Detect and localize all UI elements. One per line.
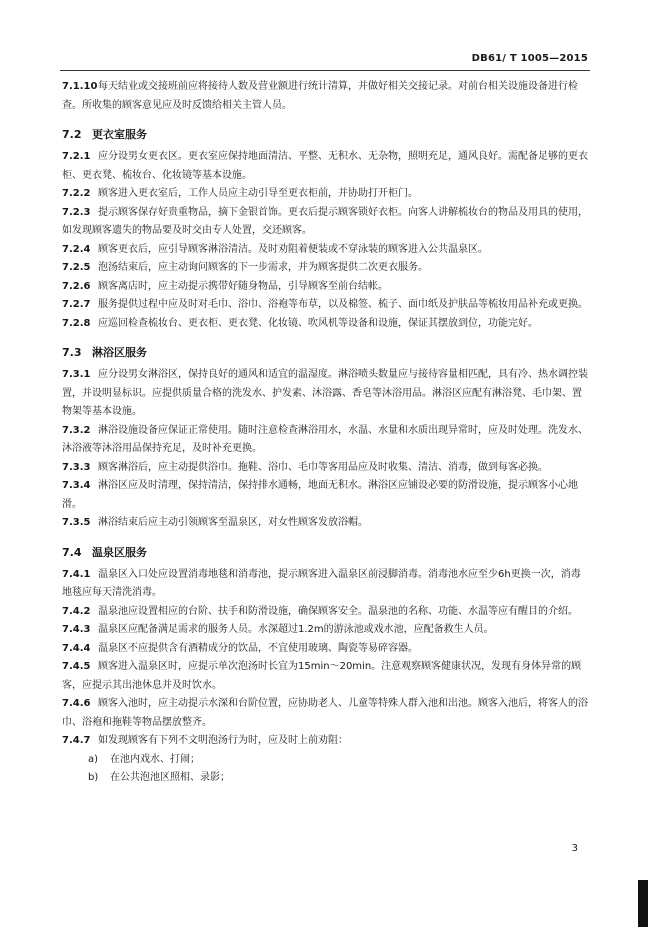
section-heading xyxy=(62,344,590,360)
section-title: 温泉区服务 xyxy=(92,545,147,559)
clause-number: 7.2.3 xyxy=(62,206,91,218)
document-body xyxy=(62,78,590,788)
standard-code: DB61/ T 1005—2015 xyxy=(471,53,588,64)
clause-text: 提示顾客保存好贵重物品，摘下金银首饰。更衣后提示顾客锁好衣柜。向客人讲解梳妆台的物品及用具的使用，如发现顾客遗失的物品要及时交由专人处置，交还顾客。 xyxy=(62,206,588,236)
clause xyxy=(62,241,590,260)
clause xyxy=(62,259,590,278)
clause-number: 7.1.10 xyxy=(62,81,98,92)
clause-text: 温泉池应设置相应的台阶、扶手和防滑设施，确保顾客安全。温泉池的名称、功能、水温等应有醒目的介绍。 xyxy=(98,605,578,617)
clause-number: 7.3.1 xyxy=(62,369,91,380)
clause xyxy=(62,315,590,334)
section-number: 7.4 xyxy=(62,545,82,559)
clause-text: 每天结业或交接班前应将接待人数及营业额进行统计清算，并做好相关交接记录。对前台相关设施设备进行检查。所收集的顾客意见应及时反馈给相关主管人员。 xyxy=(62,81,578,111)
list-item-marker: b) xyxy=(88,772,99,783)
clause-text: 泡汤结束后，应主动询问顾客的下一步需求，并为顾客提供二次更衣服务。 xyxy=(98,262,428,273)
clause-number: 7.2.6 xyxy=(62,280,91,292)
section-title: 更衣室服务 xyxy=(92,128,147,141)
list-item xyxy=(62,751,590,770)
clause-text: 如发现顾客有下列不文明泡汤行为时，应及时上前劝阻： xyxy=(98,735,348,746)
clause-number: 7.3.2 xyxy=(62,424,91,436)
clause xyxy=(62,148,590,185)
clause-text: 顾客进入更衣室后，工作人员应主动引导至更衣柜前，并协助打开柜门。 xyxy=(98,188,418,199)
list-item-text: 在池内戏水、打闹； xyxy=(110,753,200,765)
clause xyxy=(62,477,590,514)
clause-text: 应巡回检查梳妆台、更衣柜、更衣凳、化妆镜、吹风机等设备和设施，保证其摆放到位，功能完好。 xyxy=(98,317,538,329)
clause-text: 顾客淋浴后，应主动提供浴巾。拖鞋、浴巾、毛巾等客用品应及时收集、清洁、消毒，做到每客必换。 xyxy=(98,461,548,473)
clause xyxy=(62,658,590,695)
clause xyxy=(62,459,590,478)
list-item xyxy=(62,769,590,788)
clause-text: 服务提供过程中应及时对毛巾、浴巾、浴袍等布草，以及棉签、梳子、面巾纸及护肤品等梳妆用品补充或更换。 xyxy=(98,299,588,310)
section-number: 7.3 xyxy=(62,346,82,359)
clause xyxy=(62,695,590,732)
clause-number: 7.2.4 xyxy=(62,243,91,255)
clause xyxy=(62,514,590,533)
clause-text: 温泉区应配备满足需求的服务人员。水深超过1.2m的游泳池或戏水池，应配备救生人员。 xyxy=(98,624,494,635)
clause-number: 7.3.4 xyxy=(62,480,91,491)
section-title: 淋浴区服务 xyxy=(92,346,147,359)
clause-number: 7.4.3 xyxy=(62,624,91,635)
clause xyxy=(62,185,590,204)
clause-text: 应分设男女更衣区。更衣室应保持地面清洁、平整、无积水、无杂物，照明充足，通风良好。需配备足够的更衣柜、更衣凳、梳妆台、化妆镜等基本设施。 xyxy=(62,151,588,181)
clause-text: 温泉区入口处应设置消毒地毯和消毒池，提示顾客进入温泉区前浸脚消毒。消毒池水应至少6h更换一次，消毒地毯应每天清洗消毒。 xyxy=(62,568,581,598)
clause-number: 7.4.2 xyxy=(62,605,91,617)
page-number: 3 xyxy=(571,843,578,854)
clause-text: 温泉区不应提供含有酒精成分的饮品，不宜使用玻璃、陶瓷等易碎容器。 xyxy=(98,642,418,654)
clause-number: 7.2.5 xyxy=(62,262,91,273)
clause xyxy=(62,732,590,751)
clause-number: 7.4.5 xyxy=(62,661,91,672)
clause xyxy=(62,621,590,640)
clause xyxy=(62,296,590,315)
clause xyxy=(62,366,590,422)
list-item-marker: a) xyxy=(88,753,99,765)
clause xyxy=(62,78,590,115)
clause-text: 顾客离店时，应主动提示携带好随身物品，引导顾客至前台结帐。 xyxy=(98,280,388,292)
clause xyxy=(62,278,590,297)
clause-number: 7.2.8 xyxy=(62,317,91,329)
clause xyxy=(62,566,590,603)
clause-number: 7.4.1 xyxy=(62,568,91,580)
clause-number: 7.2.7 xyxy=(62,299,91,310)
clause-number: 7.3.3 xyxy=(62,461,91,473)
clause-number: 7.4.7 xyxy=(62,735,91,746)
clause-number: 7.4.4 xyxy=(62,642,91,654)
clause xyxy=(62,204,590,241)
scan-edge-mark xyxy=(638,880,648,927)
clause-number: 7.2.2 xyxy=(62,188,91,199)
clause-text: 淋浴结束后应主动引领顾客至温泉区，对女性顾客发放浴帽。 xyxy=(98,517,368,528)
clause-text: 顾客更衣后，应引导顾客淋浴清洁。及时劝阻着便装或不穿泳装的顾客进入公共温泉区。 xyxy=(98,243,488,255)
clause-text: 顾客入池时，应主动提示水深和台阶位置，应协助老人、儿童等特殊人群入池和出池。顾客入池后，将客人的浴巾、浴袍和拖鞋等物品摆放整齐。 xyxy=(62,698,588,728)
clause-text: 淋浴区应及时清理，保持清洁，保持排水通畅，地面无积水。淋浴区应铺设必要的防滑设施，提示顾客小心地滑。 xyxy=(62,480,578,510)
clause xyxy=(62,603,590,622)
header-rule xyxy=(60,70,590,71)
list-item-text: 在公共泡池区照相、录影； xyxy=(110,772,230,783)
clause-number: 7.3.5 xyxy=(62,517,91,528)
clause-text: 顾客进入温泉区时，应提示单次泡汤时长宜为15min～20min。注意观察顾客健康状况，发现有身体异常的顾客，应提示其出池休息并及时饮水。 xyxy=(62,661,582,691)
clause-number: 7.4.6 xyxy=(62,698,91,709)
section-number: 7.2 xyxy=(62,128,82,141)
clause xyxy=(62,640,590,659)
clause xyxy=(62,422,590,459)
clause-text: 淋浴设施设备应保证正常使用。随时注意检查淋浴用水，水温、水量和水质出现异常时，应及时处理。洗发水、沐浴液等沐浴用品保持充足，及时补充更换。 xyxy=(62,424,588,454)
clause-number: 7.2.1 xyxy=(62,151,91,162)
section-heading xyxy=(62,544,590,560)
clause-text: 应分设男女淋浴区，保持良好的通风和适宜的温湿度。淋浴喷头数量应与接待容量相匹配，具有冷、热水调控装置，并设明显标识。应提供质量合格的洗发水、护发素、沐浴露、香皂等沐浴用品。淋浴区应配有淋浴凳、毛巾架、置物架等基本设施。 xyxy=(62,369,588,417)
section-heading xyxy=(62,126,590,142)
